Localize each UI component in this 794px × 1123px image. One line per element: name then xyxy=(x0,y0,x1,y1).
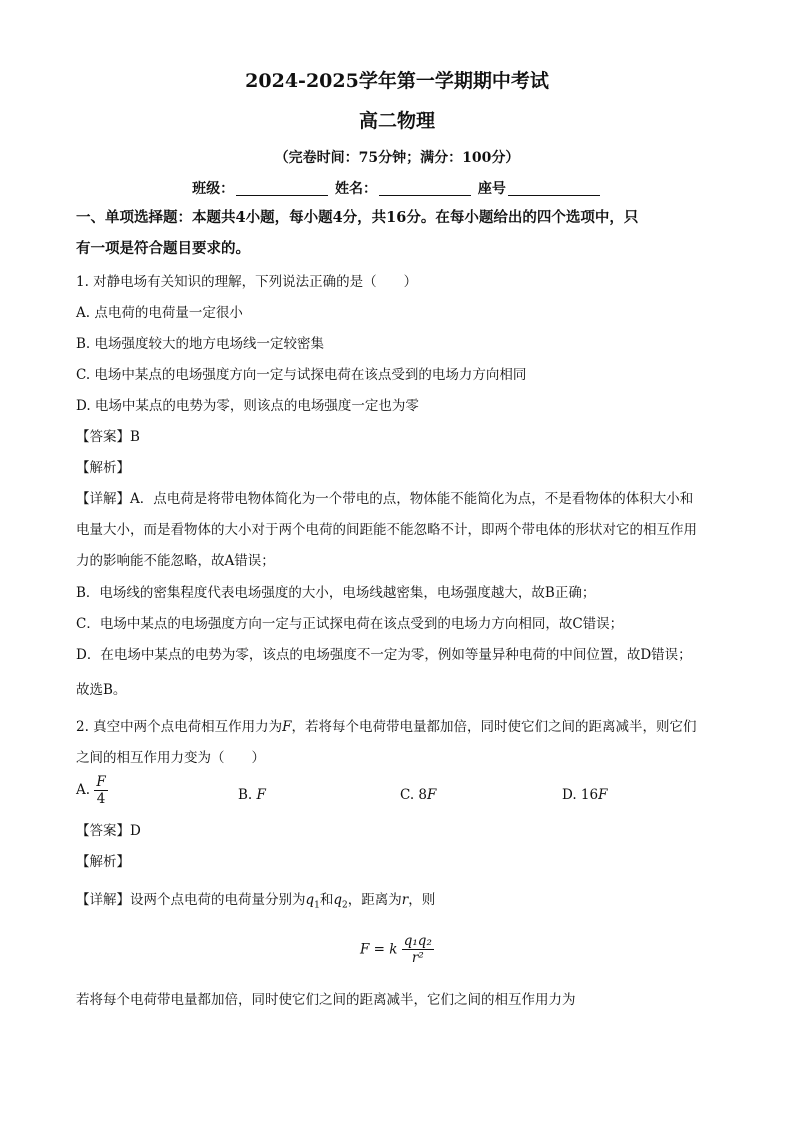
option-label: C. 8 xyxy=(400,787,428,803)
formula-numerator: q₁q₂ xyxy=(403,933,432,949)
q2-stem-line1 xyxy=(76,718,697,736)
charge-symbol: q xyxy=(333,892,343,908)
q1-option-d: D. 电场中某点的电势为零，则该点的电场强度一定也为零 xyxy=(76,398,419,414)
q1-detail-line: B．电场线的密集程度代表电场强度的大小，电场线越密集，电场强度越大，故B正确； xyxy=(76,585,596,601)
name-blank[interactable] xyxy=(379,181,471,196)
q2-option-a xyxy=(76,774,108,807)
q2-detail-line xyxy=(76,891,435,915)
charge-symbol: q xyxy=(305,892,315,908)
formula-lhs: F = k xyxy=(360,941,398,958)
formula-denominator xyxy=(402,950,434,966)
q2-analysis-label: 【解析】 xyxy=(76,854,130,870)
q1-detail-line: 【详解】A．点电荷是将带电物体简化为一个带电的点，物体能不能简化为点，不是看物体的体积大小和 xyxy=(76,491,694,507)
q1-option-a: A. 点电荷的电荷量一定很小 xyxy=(76,305,243,321)
detail-text: ，则 xyxy=(408,892,436,908)
q1-option-b: B. 电场强度较大的地方电场线一定较密集 xyxy=(76,336,325,352)
name-label: 姓名： xyxy=(335,181,377,197)
detail-text: 和 xyxy=(319,892,334,908)
q2-stem-line2: 之间的相互作用力变为（ ） xyxy=(76,750,265,766)
subject-title: 高二物理 xyxy=(358,110,435,132)
q2-answer: 【答案】D xyxy=(76,823,141,839)
formula-denominator-text: r² xyxy=(411,950,424,966)
exam-title: 2024-2025学年第一学期期中考试 xyxy=(245,70,549,92)
option-label: A. xyxy=(76,782,91,798)
q2-stem-text: 2. 真空中两个点电荷相互作用力为 xyxy=(76,719,283,735)
option-label: D. 16 xyxy=(562,787,599,803)
q1-detail-line: 力的影响能不能忽略，故A错误； xyxy=(76,553,275,569)
fraction-denominator: 4 xyxy=(96,791,106,807)
distance-symbol: r xyxy=(401,892,409,908)
q1-stem: 1. 对静电场有关知识的理解，下列说法正确的是（ ） xyxy=(76,274,418,290)
seat-blank[interactable] xyxy=(508,181,600,196)
q2-last-line: 若将每个电荷带电量都加倍，同时使它们之间的距离减半，它们之间的相互作用力为 xyxy=(76,992,576,1008)
option-variable: F xyxy=(598,787,608,803)
detail-text: 【详解】设两个点电荷的电荷量分别为 xyxy=(76,892,306,908)
option-label: B. xyxy=(238,787,257,803)
fraction xyxy=(94,774,107,807)
seat-label: 座号 xyxy=(477,181,506,197)
q1-conclusion: 故选B。 xyxy=(76,682,127,698)
class-label: 班级： xyxy=(192,181,235,197)
option-variable: F xyxy=(427,787,437,803)
q2-stem-variable: F xyxy=(282,719,292,735)
q1-detail-line: D．在电场中某点的电势为零，该点的电场强度不一定为零，例如等量异种电荷的中间位置，故D错误； xyxy=(76,647,692,663)
fraction-numerator: F xyxy=(96,774,106,790)
q1-option-c: C. 电场中某点的电场强度方向一定与试探电荷在该点受到的电场力方向相同 xyxy=(76,367,527,383)
q1-answer: 【答案】B xyxy=(76,429,140,445)
option-variable: F xyxy=(256,787,266,803)
q2-stem-text: ，若将每个电荷带电量都加倍，同时使它们之间的距离减半，则它们 xyxy=(291,719,697,735)
formula-fraction xyxy=(402,933,434,966)
q2-option-d xyxy=(562,787,607,803)
q2-option-b xyxy=(238,787,266,803)
student-info-row xyxy=(0,178,794,198)
section-heading-line2: 有一项是符合题目要求的。 xyxy=(76,240,250,257)
q1-detail-line: C．电场中某点的电场强度方向一定与正试探电荷在该点受到的电场力方向相同，故C错误； xyxy=(76,616,624,632)
q2-option-c xyxy=(400,787,436,803)
detail-text: ，距离为 xyxy=(347,892,402,908)
q1-detail-line: 电量大小，而是看物体的大小对于两个电荷的间距能不能忽略不计，即两个带电体的形状对它的相互作用 xyxy=(76,522,697,538)
q1-analysis-label: 【解析】 xyxy=(76,460,130,476)
charge-subscript: 2 xyxy=(342,900,348,911)
exam-info: （完卷时间：75分钟；满分：100分） xyxy=(274,150,520,166)
charge-subscript: 1 xyxy=(314,900,320,911)
class-blank[interactable] xyxy=(236,181,328,196)
coulomb-formula xyxy=(360,933,434,966)
section-heading-line1: 一、单项选择题：本题共4小题，每小题4分，共16分。在每小题给出的四个选项中，只 xyxy=(76,209,639,226)
